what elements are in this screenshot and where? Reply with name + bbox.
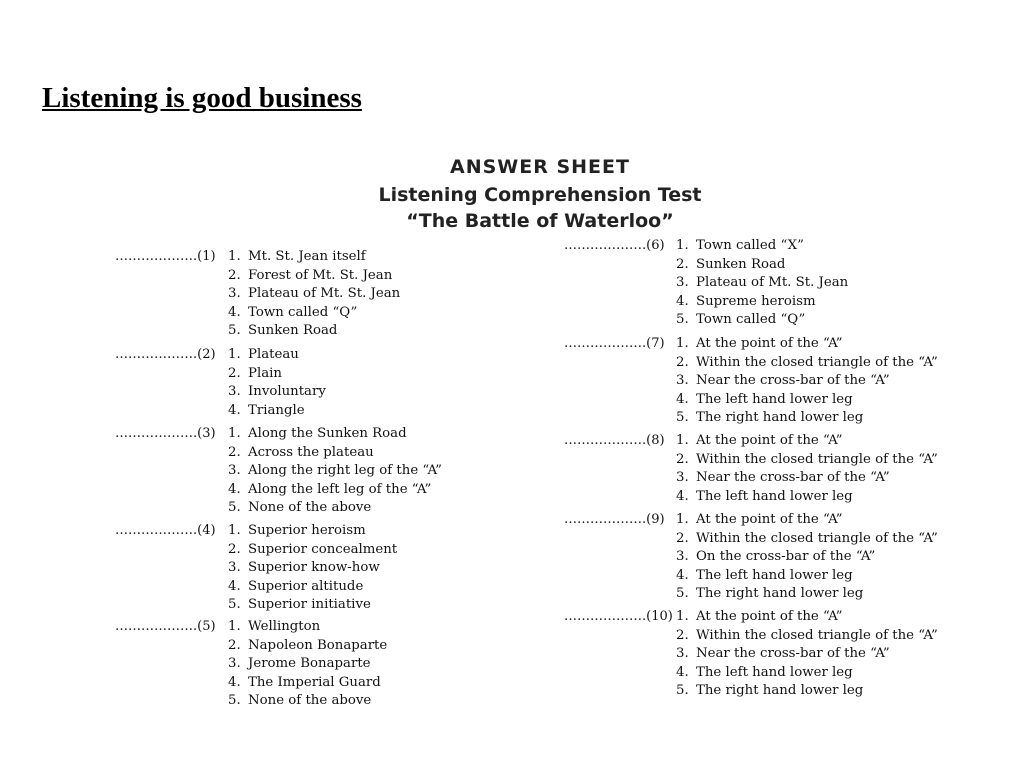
test-name: “The Battle of Waterloo” (406, 210, 674, 232)
option-item (676, 530, 938, 549)
option-item (228, 267, 400, 286)
answer-sheet-header (340, 152, 740, 234)
option-item (228, 481, 442, 500)
option-text: Supreme heroism (696, 293, 816, 309)
option-item (676, 488, 938, 507)
option-number: 3. (676, 549, 689, 565)
option-list (228, 346, 326, 420)
option-item (228, 637, 387, 656)
option-item (676, 335, 938, 354)
option-number: 4. (676, 664, 689, 680)
option-number: 4. (228, 578, 241, 594)
option-text: Along the Sunken Road (248, 426, 407, 441)
option-list (228, 522, 397, 615)
option-item (676, 608, 938, 627)
option-number: 2. (228, 541, 241, 557)
option-list (676, 335, 938, 428)
option-number: 1. (228, 619, 241, 634)
option-item (228, 365, 326, 384)
answer-blank-2: ……………….(2) (115, 347, 216, 362)
option-text: The left hand lower leg (696, 391, 853, 407)
option-item (676, 372, 938, 391)
option-text: Napoleon Bonaparte (248, 637, 388, 653)
option-number: 4. (676, 293, 689, 309)
option-text: None of the above (248, 500, 372, 516)
option-item (676, 451, 938, 470)
option-item (228, 499, 442, 518)
option-number: 3. (676, 275, 689, 291)
option-number: 2. (676, 627, 689, 643)
option-number: 5. (676, 312, 689, 328)
answer-blank-10: ……………….(10) (564, 609, 673, 624)
option-number: 3. (228, 463, 241, 479)
option-text: Superior know-how (248, 560, 380, 576)
option-item (228, 692, 387, 711)
option-text: Sunken Road (696, 256, 786, 272)
option-item (228, 425, 442, 444)
option-item (228, 522, 397, 541)
option-item (676, 682, 938, 701)
option-item (228, 655, 387, 674)
option-text: Near the cross-bar of the “A” (696, 646, 890, 662)
option-text: Town called “Q” (248, 304, 358, 320)
answer-blank-9: ……………….(9) (564, 512, 665, 527)
option-item (228, 618, 387, 637)
option-number: 1. (228, 249, 241, 264)
option-text: Town called “X” (696, 238, 804, 253)
option-number: 2. (676, 354, 689, 370)
option-text: At the point of the “A” (696, 336, 843, 351)
option-text: Superior heroism (248, 523, 366, 538)
option-number: 3. (228, 384, 241, 400)
option-list (676, 237, 848, 330)
option-number: 1. (676, 238, 689, 253)
option-text: Superior initiative (248, 597, 371, 613)
option-text: Along the left leg of the “A” (248, 481, 432, 497)
option-text: None of the above (248, 693, 372, 709)
option-item (676, 274, 848, 293)
option-number: 5. (228, 323, 241, 339)
option-list (228, 248, 400, 341)
option-item (228, 383, 326, 402)
option-number: 2. (228, 267, 241, 283)
option-text: Superior altitude (248, 578, 364, 594)
option-text: Near the cross-bar of the “A” (696, 373, 890, 389)
option-text: Near the cross-bar of the “A” (696, 470, 890, 486)
option-item (228, 402, 326, 421)
option-item (228, 559, 397, 578)
option-text: Plateau of Mt. St. Jean (248, 286, 401, 302)
option-text: Sunken Road (248, 323, 338, 339)
option-text: The left hand lower leg (696, 567, 853, 583)
option-number: 1. (228, 523, 241, 538)
option-text: Town called “Q” (696, 312, 806, 328)
option-list (676, 432, 938, 506)
option-number: 5. (676, 586, 689, 602)
option-number: 4. (676, 391, 689, 407)
option-list (676, 511, 938, 604)
option-text: Within the closed triangle of the “A” (696, 530, 938, 546)
option-number: 2. (676, 256, 689, 272)
answer-blank-3: ……………….(3) (115, 426, 216, 441)
option-item (676, 354, 938, 373)
option-text: Within the closed triangle of the “A” (696, 451, 938, 467)
option-text: Triangle (248, 402, 305, 418)
option-text: Plain (248, 365, 282, 381)
answer-blank-6: ……………….(6) (564, 238, 665, 253)
option-number: 5. (228, 500, 241, 516)
option-text: At the point of the “A” (696, 433, 843, 448)
option-item (676, 432, 938, 451)
option-number: 2. (676, 530, 689, 546)
option-item (228, 596, 397, 615)
option-text: At the point of the “A” (696, 609, 843, 624)
option-item (676, 511, 938, 530)
option-item (228, 285, 400, 304)
answer-sheet-heading: ANSWER SHEET (450, 156, 630, 178)
option-list (676, 608, 938, 701)
option-number: 2. (228, 444, 241, 460)
option-number: 4. (676, 567, 689, 583)
option-text: Mt. St. Jean itself (248, 249, 366, 264)
option-item (228, 444, 442, 463)
option-text: On the cross-bar of the “A” (696, 549, 876, 565)
option-item (228, 346, 326, 365)
option-number: 1. (228, 426, 241, 441)
option-text: The right hand lower leg (696, 683, 864, 699)
option-number: 1. (228, 347, 241, 362)
option-item (676, 256, 848, 275)
option-text: Across the plateau (248, 444, 374, 460)
answer-blank-1: ……………….(1) (115, 249, 216, 264)
option-item (676, 293, 848, 312)
option-number: 5. (676, 683, 689, 699)
answer-blank-7: ……………….(7) (564, 336, 665, 351)
option-item (228, 462, 442, 481)
option-item (228, 322, 400, 341)
option-number: 1. (676, 433, 689, 448)
option-text: Superior concealment (248, 541, 398, 557)
option-text: Involuntary (248, 384, 326, 400)
option-text: Within the closed triangle of the “A” (696, 354, 938, 370)
option-text: Along the right leg of the “A” (248, 463, 442, 479)
option-item (676, 567, 938, 586)
option-item (676, 391, 938, 410)
option-number: 4. (228, 402, 241, 418)
option-item (676, 548, 938, 567)
option-item (676, 585, 938, 604)
answer-blank-4: ……………….(4) (115, 523, 216, 538)
option-number: 3. (676, 373, 689, 389)
option-item (676, 409, 938, 428)
option-number: 4. (676, 488, 689, 504)
option-text: The right hand lower leg (696, 586, 864, 602)
option-number: 4. (228, 304, 241, 320)
option-text: Wellington (248, 619, 321, 634)
option-number: 2. (228, 637, 241, 653)
slide-title: Listening is good business (42, 82, 362, 114)
option-number: 3. (228, 286, 241, 302)
option-number: 4. (228, 674, 241, 690)
option-number: 3. (228, 656, 241, 672)
option-item (676, 311, 848, 330)
option-item (676, 627, 938, 646)
option-item (228, 541, 397, 560)
option-number: 2. (676, 451, 689, 467)
option-number: 5. (676, 410, 689, 426)
option-list (228, 618, 387, 711)
option-number: 1. (676, 512, 689, 527)
option-number: 1. (676, 336, 689, 351)
option-number: 2. (228, 365, 241, 381)
option-text: Forest of Mt. St. Jean (248, 267, 393, 283)
option-text: The left hand lower leg (696, 488, 853, 504)
option-number: 3. (676, 470, 689, 486)
option-number: 1. (676, 609, 689, 624)
option-number: 3. (228, 560, 241, 576)
option-item (676, 664, 938, 683)
option-number: 3. (676, 646, 689, 662)
answer-blank-8: ……………….(8) (564, 433, 665, 448)
option-text: At the point of the “A” (696, 512, 843, 527)
option-text: The right hand lower leg (696, 410, 864, 426)
option-text: Plateau of Mt. St. Jean (696, 275, 849, 291)
option-item (228, 674, 387, 693)
answer-blank-5: ……………….(5) (115, 619, 216, 634)
option-text: Within the closed triangle of the “A” (696, 627, 938, 643)
option-item (228, 304, 400, 323)
option-item (676, 645, 938, 664)
option-text: Jerome Bonaparte (248, 656, 371, 672)
option-item (228, 248, 400, 267)
option-number: 4. (228, 481, 241, 497)
test-subheading: Listening Comprehension Test (378, 184, 702, 206)
option-text: Plateau (248, 347, 299, 362)
option-list (228, 425, 442, 518)
option-text: The left hand lower leg (696, 664, 853, 680)
option-item (676, 237, 848, 256)
option-item (228, 578, 397, 597)
option-item (676, 469, 938, 488)
option-number: 5. (228, 693, 241, 709)
option-text: The Imperial Guard (248, 674, 381, 690)
option-number: 5. (228, 597, 241, 613)
